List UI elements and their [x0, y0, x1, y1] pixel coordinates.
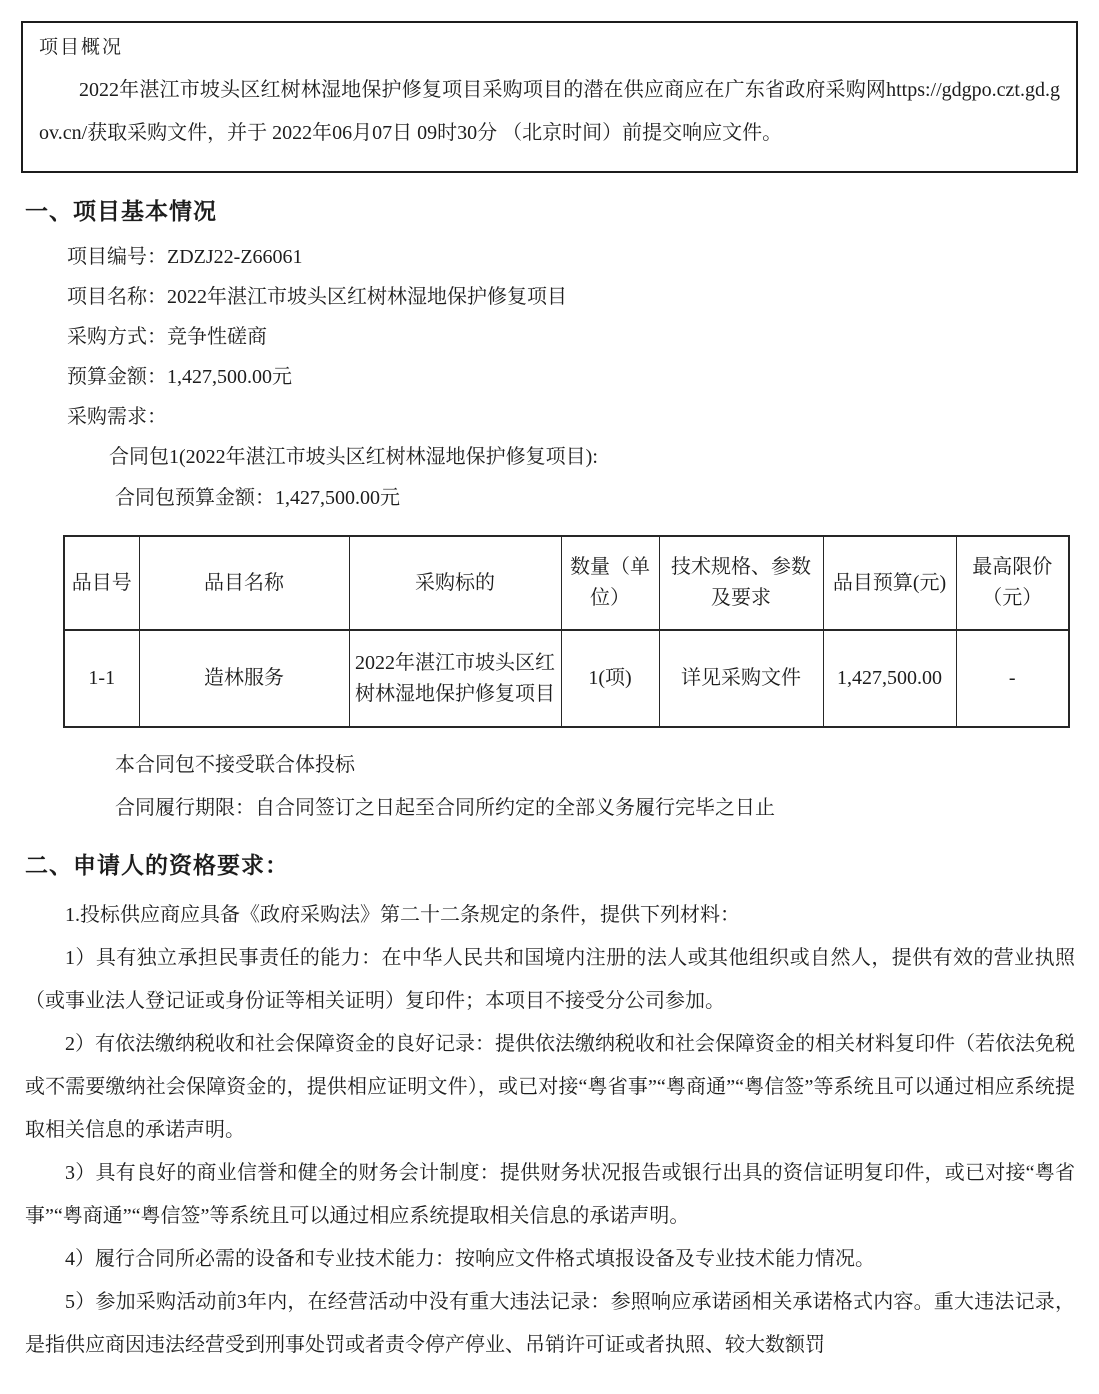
cell-target: 2022年湛江市坡头区红树林湿地保护修复项目 — [349, 630, 561, 727]
col-header-target: 采购标的 — [349, 536, 561, 630]
qualification-intro: 1.投标供应商应具备《政府采购法》第二十二条规定的条件，提供下列材料： — [65, 904, 740, 926]
project-number-line — [67, 237, 1075, 277]
no-consortium-line: 本合同包不接受联合体投标 — [115, 754, 355, 776]
cell-budget: 1,427,500.00 — [823, 630, 956, 727]
cell-item-name: 造林服务 — [139, 630, 349, 727]
qualification-item-4: 4）履行合同所必需的设备和专业技术能力：按响应文件格式填报设备及专业技术能力情况。 — [65, 1248, 875, 1270]
basic-info-fields — [25, 237, 1075, 437]
qualification-item-3: 3）具有良好的商业信誉和健全的财务会计制度：提供财务状况报告或银行出具的资信证明复印件，或已对接“粤省事”“粤商通”“粤信签”等系统且可以通过相应系统提取相关信息的承诺声明。 — [25, 1162, 1075, 1227]
table-header-row — [64, 536, 1069, 630]
project-name-label: 项目名称： — [67, 286, 167, 308]
demand-label: 采购需求： — [67, 406, 167, 428]
qualification-item-2: 2）有依法缴纳税收和社会保障资金的良好记录：提供依法缴纳税收和社会保障资金的相关材料复印件（若依法免税或不需要缴纳社会保障资金的，提供相应证明文件），或已对接“粤省事”“粤商通”“粤信签”等系统且可以通过相应系统提取相关信息的承诺声明。 — [25, 1033, 1075, 1141]
cell-max-price: - — [956, 630, 1069, 727]
col-header-item-name: 品目名称 — [139, 536, 349, 630]
performance-period-line — [115, 787, 1075, 830]
contract-package-budget-value: 1,427,500.00元 — [275, 487, 400, 509]
project-overview-box — [21, 21, 1078, 173]
section-qualification-heading: 二、申请人的资格要求： — [25, 853, 289, 878]
performance-period-label: 合同履行期限： — [115, 797, 255, 819]
section-basic-info-heading: 一、项目基本情况 — [25, 199, 217, 224]
qualification-paragraphs — [25, 894, 1075, 1367]
project-name-line — [67, 277, 1075, 317]
cell-item-no: 1-1 — [64, 630, 139, 727]
overview-title: 项目概况 — [39, 37, 124, 58]
document-body — [21, 199, 1075, 1367]
contract-package-budget-label: 合同包预算金额： — [115, 487, 275, 509]
overview-paragraph: 2022年湛江市坡头区红树林湿地保护修复项目采购项目的潜在供应商应在广东省政府采购网https://gdgpo.czt.gd.gov.cn/获取采购文件，并于 2022年06月07日 09时30分 （北京时间）前提交响应文件。 — [39, 79, 1060, 144]
col-header-quantity: 数量（单位） — [561, 536, 659, 630]
procurement-method-value: 竞争性磋商 — [167, 326, 267, 348]
budget-line — [67, 357, 1075, 397]
budget-label: 预算金额： — [67, 366, 167, 388]
performance-period-value: 自合同签订之日起至合同所约定的全部义务履行完毕之日止 — [255, 797, 775, 819]
contract-package-budget-line — [109, 478, 1075, 519]
cell-spec: 详见采购文件 — [659, 630, 823, 727]
demand-line — [67, 397, 1075, 437]
table-row — [64, 630, 1069, 727]
col-header-max-price: 最高限价（元） — [956, 536, 1069, 630]
cell-quantity: 1(项) — [561, 630, 659, 727]
contract-notes-block — [25, 744, 1075, 830]
procurement-method-line — [67, 317, 1075, 357]
col-header-budget: 品目预算(元) — [823, 536, 956, 630]
procurement-items-table — [63, 535, 1070, 728]
qualification-item-1: 1）具有独立承担民事责任的能力：在中华人民共和国境内注册的法人或其他组织或自然人，提供有效的营业执照（或事业法人登记证或身份证等相关证明）复印件；本项目不接受分公司参加。 — [25, 947, 1075, 1012]
project-number-value: ZDZJ22-Z66061 — [167, 246, 303, 268]
budget-value: 1,427,500.00元 — [167, 366, 292, 388]
procurement-method-label: 采购方式： — [67, 326, 167, 348]
project-name-value: 2022年湛江市坡头区红树林湿地保护修复项目 — [167, 286, 567, 308]
contract-package-block — [25, 437, 1075, 519]
project-number-label: 项目编号： — [67, 246, 167, 268]
qualification-item-5: 5）参加采购活动前3年内，在经营活动中没有重大违法记录：参照响应承诺函相关承诺格式内容。重大违法记录，是指供应商因违法经营受到刑事处罚或者责令停产停业、吊销许可证或者执照、较大数额罚 — [25, 1291, 1075, 1356]
contract-package-line: 合同包1(2022年湛江市坡头区红树林湿地保护修复项目): — [109, 446, 598, 468]
col-header-item-no: 品目号 — [64, 536, 139, 630]
col-header-spec: 技术规格、参数及要求 — [659, 536, 823, 630]
